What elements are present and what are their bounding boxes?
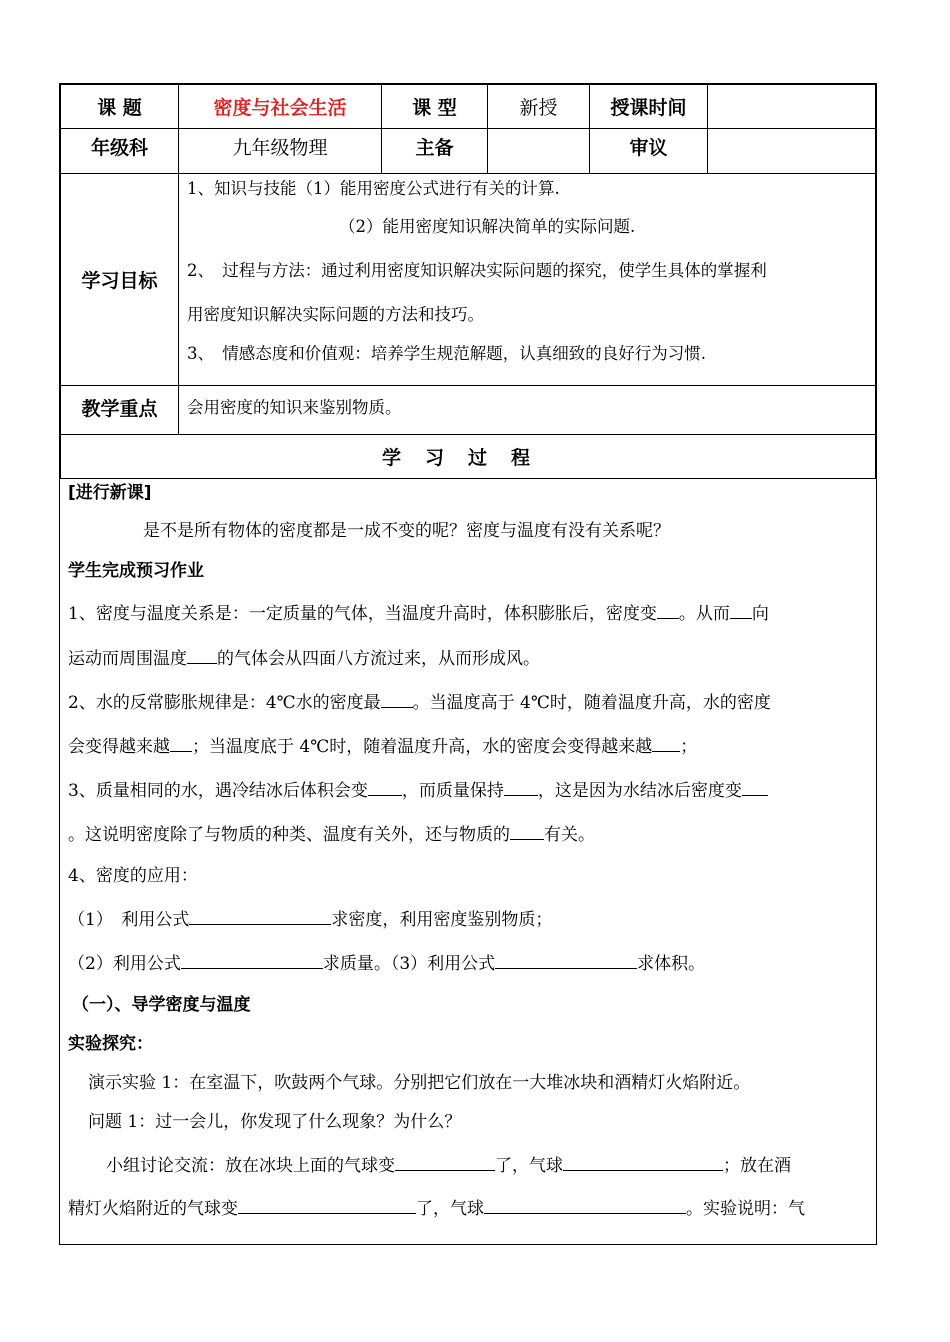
topic-label: 课 题 <box>61 85 179 129</box>
key-point-row <box>61 386 876 435</box>
objective-line: 2、 过程与方法：通过利用密度知识解决实际问题的探究，使学生具体的掌握利 <box>187 261 767 280</box>
time-value <box>708 85 876 129</box>
fill-blank[interactable] <box>187 646 217 664</box>
fill-blank[interactable] <box>381 690 413 708</box>
fill-blank[interactable] <box>742 778 768 796</box>
new-lesson-heading: [进行新课] <box>68 483 152 503</box>
formula-blank[interactable] <box>495 951 637 969</box>
demo-experiment-1: 演示实验 1：在室温下，吹鼓两个气球。分别把它们放在一大堆冰块和酒精灯火焰附近。 <box>88 1073 751 1093</box>
objective-line: （2）能用密度知识解决简单的实际问题. <box>339 217 636 236</box>
intro-question: 是不是所有物体的密度都是一成不变的呢？密度与温度有没有关系呢？ <box>143 521 670 541</box>
question-3-line-1: 3、质量相同的水，遇冷结冰后体积会变 ，而质量保持 ，这是因为水结冰后密度变 <box>68 778 868 801</box>
worksheet-page <box>59 83 877 1245</box>
fill-blank[interactable] <box>657 601 679 619</box>
key-point-text: 会用密度的知识来鉴别物质。 <box>179 386 876 435</box>
process-title: 学习过程 <box>61 435 876 479</box>
question-4-part-2: （2）利用公式 求质量。（3）利用公式 求体积。 <box>68 951 868 974</box>
objectives-label: 学习目标 <box>61 174 179 386</box>
question-4-heading: 4、密度的应用： <box>68 866 198 886</box>
fill-blank[interactable] <box>652 734 680 752</box>
question-3-line-2: 。这说明密度除了与物质的种类、温度有关外，还与物质的 有关。 <box>68 822 868 845</box>
fill-blank[interactable] <box>170 734 192 752</box>
process-body <box>60 479 876 1219</box>
formula-blank[interactable] <box>189 907 331 925</box>
fill-blank[interactable] <box>395 1153 495 1171</box>
objective-line: 1、知识与技能（1）能用密度公式进行有关的计算. <box>187 179 560 198</box>
question-4-part-1: （1） 利用公式 求密度，利用密度鉴别物质； <box>68 907 868 930</box>
objectives-row <box>61 174 876 386</box>
fill-blank[interactable] <box>504 778 538 796</box>
header-row-2 <box>61 129 876 174</box>
review-value <box>708 129 876 174</box>
question-2-line-2: 会变得越来越 ；当温度底于 4℃时，随着温度升高，水的密度会变得越来越 ； <box>68 734 868 757</box>
objectives-content <box>179 174 876 386</box>
header-row-1 <box>61 85 876 129</box>
lesson-header-table <box>60 84 876 479</box>
preview-heading: 学生完成预习作业 <box>68 561 204 581</box>
review-label: 审议 <box>590 129 708 174</box>
key-point-label: 教学重点 <box>61 386 179 435</box>
type-value: 新授 <box>488 85 590 129</box>
grade-label: 年级科 <box>61 129 179 174</box>
fill-blank[interactable] <box>368 778 402 796</box>
objective-line: 3、 情感态度和价值观：培养学生规范解题，认真细致的良好行为习惯. <box>187 344 706 363</box>
fill-blank[interactable] <box>238 1196 416 1214</box>
lead-value <box>488 129 590 174</box>
question-1-line-2: 运动而周围温度 的气体会从四面八方流过来，从而形成风。 <box>68 646 868 669</box>
section-1-heading: （一）、导学密度与温度 <box>72 995 251 1015</box>
question-2-line-1: 2、水的反常膨胀规律是：4℃水的密度最 。当温度高于 4℃时，随着温度升高，水的密度 <box>68 690 868 713</box>
question-1: 问题 1：过一会儿，你发现了什么现象？为什么？ <box>88 1112 462 1132</box>
type-label: 课 型 <box>382 85 488 129</box>
time-label: 授课时间 <box>590 85 708 129</box>
grade-value: 九年级物理 <box>179 129 382 174</box>
discussion-line-1: 小组讨论交流：放在冰块上面的气球变 了，气球 ；放在酒 <box>68 1153 868 1176</box>
formula-blank[interactable] <box>181 951 323 969</box>
process-title-row <box>61 435 876 479</box>
fill-blank[interactable] <box>563 1153 723 1171</box>
topic-title: 密度与社会生活 <box>179 85 382 129</box>
objective-line: 用密度知识解决实际问题的方法和技巧。 <box>187 305 484 324</box>
discussion-line-2: 精灯火焰附近的气球变 了，气球 。实验说明：气 <box>68 1196 868 1219</box>
fill-blank[interactable] <box>730 601 752 619</box>
experiment-heading: 实验探究： <box>68 1034 153 1054</box>
fill-blank[interactable] <box>510 822 544 840</box>
lead-label: 主备 <box>382 129 488 174</box>
fill-blank[interactable] <box>484 1196 686 1214</box>
question-1-line-1: 1、密度与温度关系是：一定质量的气体，当温度升高时，体积膨胀后，密度变 。从而 向 <box>68 601 868 624</box>
